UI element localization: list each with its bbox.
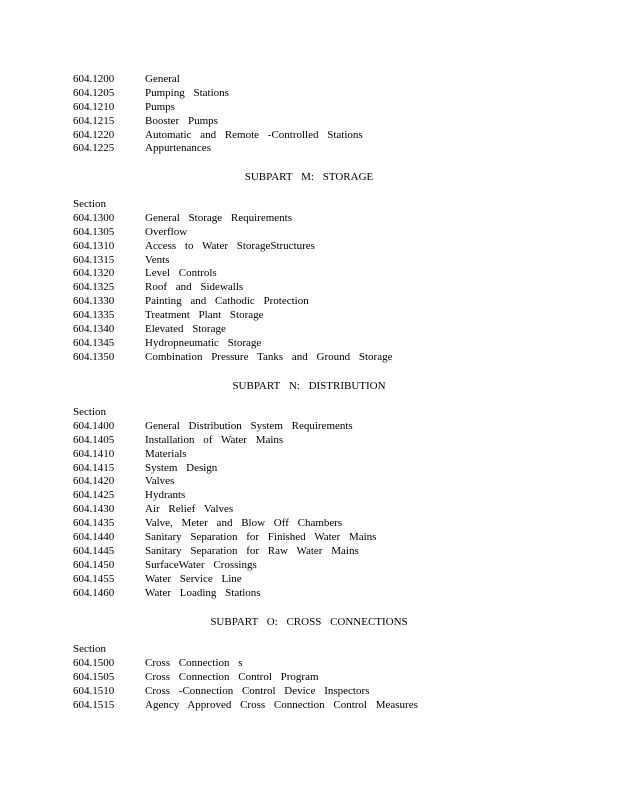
section-number: 604.1225: [73, 142, 115, 155]
section-number: 604.1210: [73, 100, 115, 113]
section-number: 604.1205: [73, 86, 115, 99]
section-number: 604.1500: [73, 656, 115, 669]
section-number: 604.1340: [73, 323, 115, 336]
section-list-subpart-n: [73, 406, 553, 600]
subpart-o-heading: SUBPART O: CROSS CONNECTIONS: [210, 616, 408, 628]
section-entry: [73, 226, 553, 240]
section-title: Painting and Cathodic Protection: [145, 295, 309, 308]
section-entry: [73, 309, 553, 323]
section-entry: [73, 420, 553, 434]
section-number: 604.1310: [73, 239, 115, 252]
subpart-n-heading: SUBPART N: DISTRIBUTION: [232, 380, 386, 392]
section-number: 604.1515: [73, 698, 115, 711]
section-entry: [73, 657, 553, 671]
section-entry: [73, 475, 553, 489]
section-number: 604.1440: [73, 531, 115, 544]
section-entry: [73, 281, 553, 295]
section-number: 604.1325: [73, 281, 115, 294]
section-number: 604.1400: [73, 419, 115, 432]
section-title: Air Relief Valves: [145, 503, 234, 516]
section-title: Pumping Stations: [145, 86, 229, 99]
section-list-subpart-o: [73, 643, 553, 712]
section-entry: [73, 295, 553, 309]
section-title: General: [145, 73, 180, 85]
section-title: Hydropneumatic Storage: [145, 336, 262, 349]
section-entry: [73, 671, 553, 685]
section-title: Level Controls: [145, 267, 217, 280]
section-entry: [73, 531, 553, 545]
section-number: 604.1330: [73, 295, 115, 308]
section-title: Sanitary Separation for Finished Water Mains: [145, 531, 377, 544]
section-entry: [73, 87, 553, 101]
section-number: 604.1345: [73, 336, 115, 349]
section-entry: [73, 517, 553, 531]
section-number: 604.1430: [73, 503, 115, 516]
section-title: Elevated Storage: [145, 323, 226, 336]
section-title: Cross -Connection Control Device Inspectors: [145, 684, 370, 697]
section-title: Automatic and Remote -Controlled Stations: [145, 128, 363, 141]
section-title: Water Service Line: [145, 572, 242, 585]
section-number: 604.1435: [73, 517, 115, 530]
section-entry: [73, 559, 553, 573]
section-title: Appurtenances: [145, 142, 211, 155]
section-title: Sanitary Separation for Raw Water Mains: [145, 544, 359, 557]
section-number: 604.1415: [73, 461, 115, 474]
section-title: Combination Pressure Tanks and Ground Storage: [145, 350, 393, 363]
section-number: 604.1410: [73, 447, 115, 460]
section-number: 604.1420: [73, 475, 115, 488]
section-number: 604.1505: [73, 670, 115, 683]
section-label: Section: [73, 643, 106, 655]
section-number: 604.1445: [73, 544, 115, 557]
section-entry: [73, 351, 553, 365]
section-title: Vents: [145, 253, 170, 266]
section-entry: [73, 503, 553, 517]
section-list-subpart-m: [73, 198, 553, 365]
section-entry: [73, 254, 553, 268]
section-entry: [73, 699, 553, 713]
section-entry: [73, 462, 553, 476]
section-number: 604.1215: [73, 114, 115, 127]
section-entry: [73, 115, 553, 129]
section-number: 604.1305: [73, 225, 115, 238]
section-entry: [73, 240, 553, 254]
section-title: SurfaceWater Crossings: [145, 558, 257, 571]
section-number: 604.1510: [73, 684, 115, 697]
section-title: Agency Approved Cross Connection Control Measures: [145, 698, 418, 711]
section-number: 604.1455: [73, 572, 115, 585]
section-number: 604.1300: [73, 211, 115, 224]
section-title: Hydrants: [145, 489, 186, 502]
section-title: Installation of Water Mains: [145, 433, 284, 446]
section-title: Access to Water StorageStructures: [145, 239, 315, 252]
section-title: Booster Pumps: [145, 114, 218, 127]
section-title: General Distribution System Requirements: [145, 419, 353, 432]
section-number: 604.1335: [73, 309, 115, 322]
section-entry: [73, 448, 553, 462]
section-entry: [73, 101, 553, 115]
section-title: General Storage Requirements: [145, 211, 293, 224]
section-entry: [73, 337, 553, 351]
section-entry: [73, 587, 553, 601]
section-label: Section: [73, 406, 106, 418]
section-entry: [73, 685, 553, 699]
section-entry: [73, 129, 553, 143]
section-entry: [73, 573, 553, 587]
section-number: 604.1315: [73, 253, 115, 266]
section-title: Water Loading Stations: [145, 586, 261, 599]
section-list-top: [73, 73, 553, 156]
section-entry: [73, 267, 553, 281]
section-number: 604.1460: [73, 586, 115, 599]
section-entry: [73, 73, 553, 87]
section-entry: [73, 434, 553, 448]
section-title: Cross Connection s: [145, 656, 243, 669]
section-title: Roof and Sidewalls: [145, 281, 244, 294]
section-entry: [73, 545, 553, 559]
section-number: 604.1200: [73, 73, 115, 85]
subpart-m-heading: SUBPART M: STORAGE: [244, 171, 374, 183]
section-title: Materials: [145, 447, 187, 460]
section-number: 604.1425: [73, 489, 115, 502]
section-title: Cross Connection Control Program: [145, 670, 319, 683]
section-entry: [73, 212, 553, 226]
section-title: Valves: [145, 475, 175, 488]
section-number: 604.1450: [73, 558, 115, 571]
section-number: 604.1220: [73, 128, 115, 141]
section-label: Section: [73, 198, 106, 210]
section-entry: [73, 323, 553, 337]
section-title: Pumps: [145, 100, 175, 113]
section-number: 604.1350: [73, 350, 115, 363]
section-title: System Design: [145, 461, 218, 474]
section-title: Overflow: [145, 225, 188, 238]
section-number: 604.1405: [73, 433, 115, 446]
section-title: Valve, Meter and Blow Off Chambers: [145, 517, 343, 530]
section-entry: [73, 489, 553, 503]
section-number: 604.1320: [73, 267, 115, 280]
section-entry: [73, 142, 553, 156]
section-title: Treatment Plant Storage: [145, 309, 264, 322]
